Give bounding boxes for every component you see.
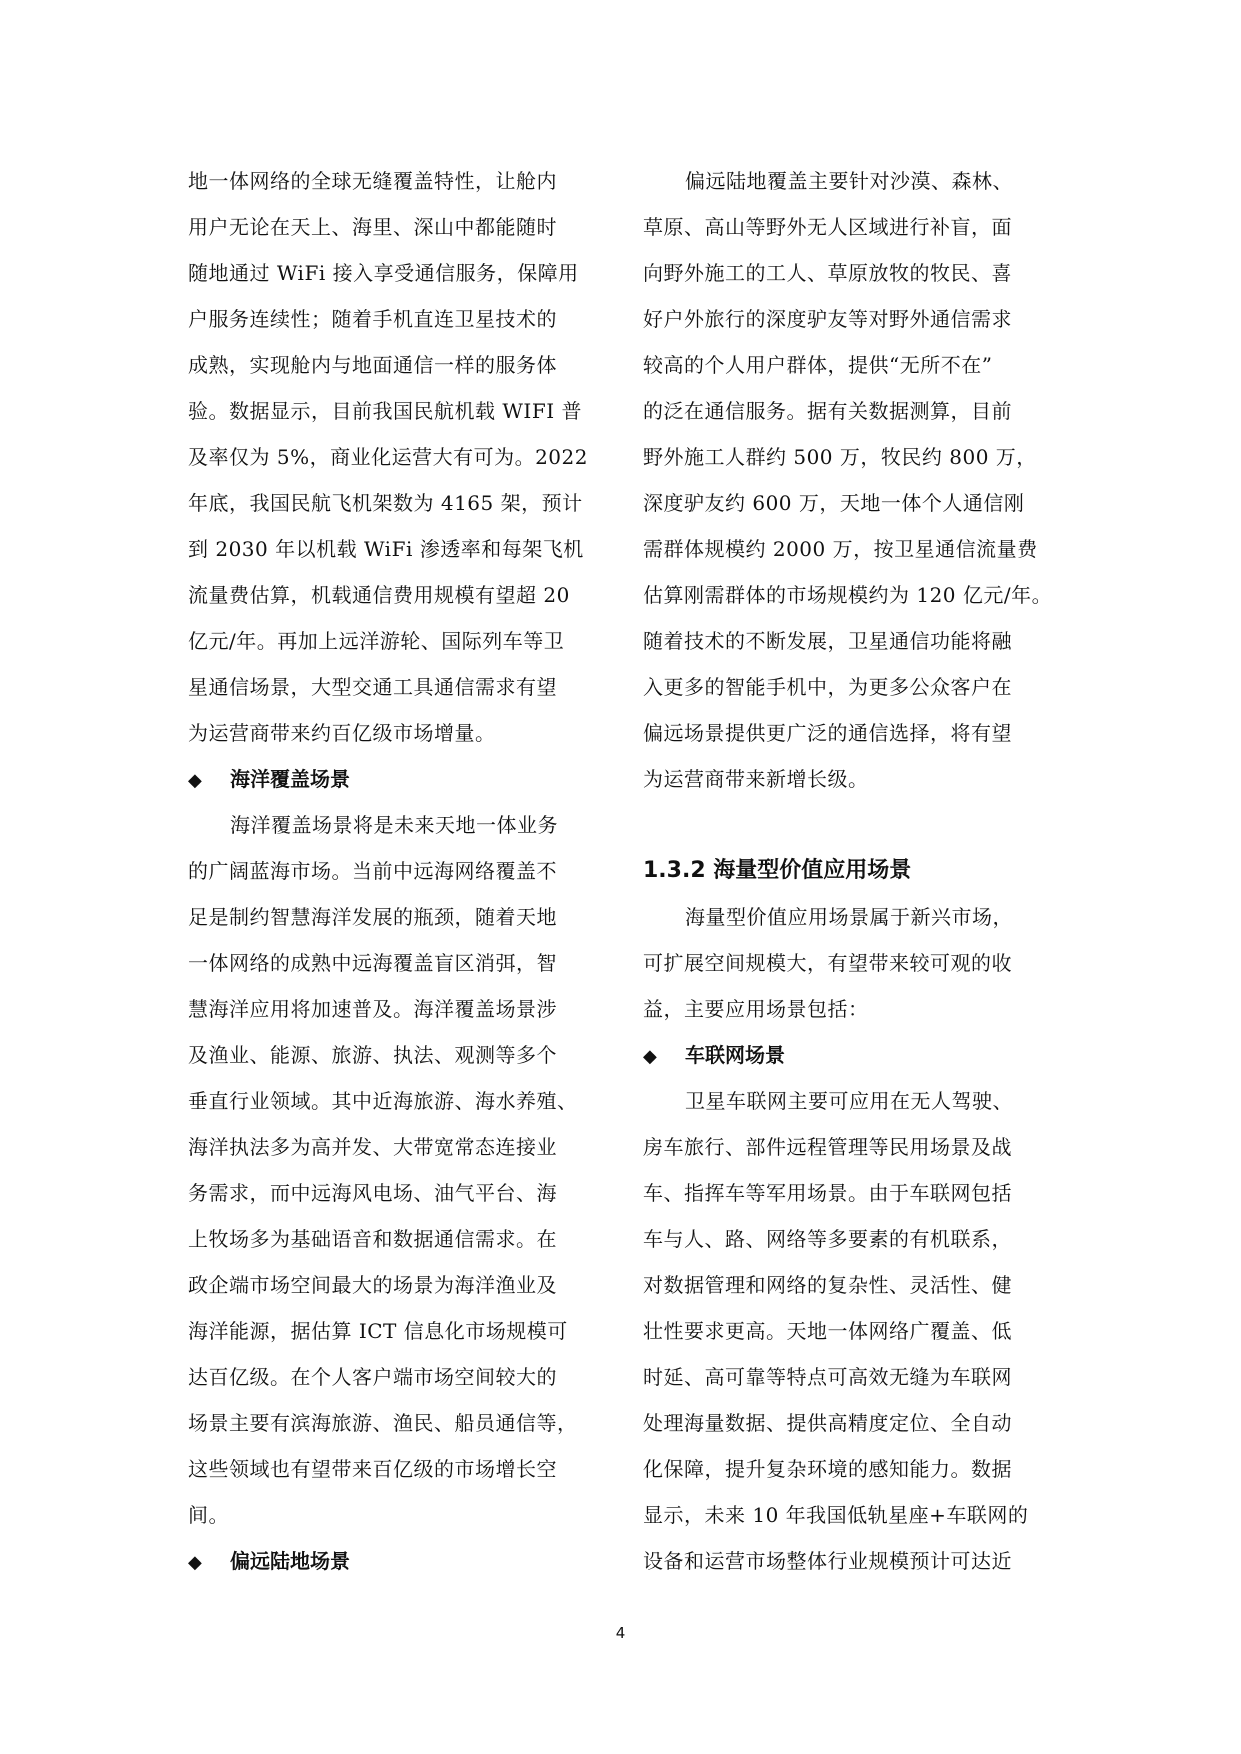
text-line: 处理海量数据、提供高精度定位、全自动 (643, 1411, 1012, 1435)
page-number: 4 (615, 1624, 626, 1642)
text-line: 益，主要应用场景包括： (643, 997, 869, 1021)
text-line: 化保障，提升复杂环境的感知能力。数据 (643, 1457, 1012, 1481)
text-line: 偏远陆地覆盖主要针对沙漠、森林、 (685, 169, 1013, 193)
text-line: 显示，未来 10 年我国低轨星座+车联网的 (643, 1503, 1029, 1527)
text-line: 海洋覆盖场景将是未来天地一体业务 (230, 813, 558, 837)
text-line: 偏远场景提供更广泛的通信选择，将有望 (643, 721, 1012, 745)
paragraph-ocean-coverage (188, 802, 600, 1538)
text-line: 的广阔蓝海市场。当前中远海网络覆盖不 (188, 859, 557, 883)
text-line: 到 2030 年以机载 WiFi 渗透率和每架飞机 (188, 537, 584, 561)
bullet-remote-land (188, 1538, 600, 1584)
paragraph-massive-value (643, 894, 1055, 1032)
text-line: 政企端市场空间最大的场景为海洋渔业及 (188, 1273, 557, 1297)
text-line: 卫星车联网主要可应用在无人驾驶、 (685, 1089, 1013, 1113)
text-line: 垂直行业领域。其中近海旅游、海水养殖、 (188, 1089, 578, 1113)
text-line: 这些领域也有望带来百亿级的市场增长空 (188, 1457, 557, 1481)
paragraph-remote-land (643, 158, 1055, 802)
text-line: 达百亿级。在个人客户端市场空间较大的 (188, 1365, 557, 1389)
text-line: 随着技术的不断发展，卫星通信功能将融 (643, 629, 1012, 653)
text-line: 上牧场多为基础语音和数据通信需求。在 (188, 1227, 557, 1251)
text-line: 壮性要求更高。天地一体网络广覆盖、低 (643, 1319, 1012, 1343)
bullet-label: 海洋覆盖场景 (230, 767, 350, 791)
text-line: 亿元/年。再加上远洋游轮、国际列车等卫 (188, 629, 565, 653)
text-line: 为运营商带来新增长级。 (643, 767, 869, 791)
text-line: 海量型价值应用场景属于新兴市场， (685, 905, 1013, 929)
text-line: 好户外旅行的深度驴友等对野外通信需求 (643, 307, 1012, 331)
text-line: 海洋执法多为高并发、大带宽常态连接业 (188, 1135, 557, 1159)
section-heading: 1.3.2 海量型价值应用场景 (643, 858, 912, 883)
text-line: 地一体网络的全球无缝覆盖特性，让舱内 (188, 169, 557, 193)
text-line: 草原、高山等野外无人区域进行补盲，面 (643, 215, 1012, 239)
text-line: 时延、高可靠等特点可高效无缝为车联网 (643, 1365, 1012, 1389)
text-line: 的泛在通信服务。据有关数据测算，目前 (643, 399, 1012, 423)
bullet-internet-of-vehicles (643, 1032, 1055, 1078)
text-line: 户服务连续性；随着手机直连卫星技术的 (188, 307, 557, 331)
text-line: 可扩展空间规模大，有望带来较可观的收 (643, 951, 1012, 975)
text-line: 及渔业、能源、旅游、执法、观测等多个 (188, 1043, 557, 1067)
text-line: 星通信场景，大型交通工具通信需求有望 (188, 675, 557, 699)
text-line: 随地通过 WiFi 接入享受通信服务，保障用 (188, 261, 579, 285)
paragraph-internet-of-vehicles (643, 1078, 1055, 1584)
text-line: 估算刚需群体的市场规模约为 120 亿元/年。 (643, 583, 1053, 607)
text-line: 场景主要有滨海旅游、渔民、船员通信等， (188, 1411, 578, 1435)
right-column (643, 158, 1055, 1584)
text-line: 需群体规模约 2000 万，按卫星通信流量费 (643, 537, 1038, 561)
text-line: 足是制约智慧海洋发展的瓶颈，随着天地 (188, 905, 557, 929)
diamond-bullet-icon: ◆ (643, 1046, 657, 1067)
paragraph-in-flight-communication (188, 158, 600, 756)
text-line: 间。 (188, 1503, 229, 1527)
text-line: 车、指挥车等军用场景。由于车联网包括 (643, 1181, 1012, 1205)
text-line: 为运营商带来约百亿级市场增量。 (188, 721, 496, 745)
text-line: 务需求，而中远海风电场、油气平台、海 (188, 1181, 557, 1205)
text-line: 深度驴友约 600 万，天地一体个人通信刚 (643, 491, 1025, 515)
text-line: 一体网络的成熟中远海覆盖盲区消弭，智 (188, 951, 557, 975)
text-line: 用户无论在天上、海里、深山中都能随时 (188, 215, 557, 239)
text-line: 设备和运营市场整体行业规模预计可达近 (643, 1549, 1012, 1573)
text-line: 验。数据显示，目前我国民航机载 WIFI 普 (188, 399, 582, 423)
text-line: 房车旅行、部件远程管理等民用场景及战 (643, 1135, 1012, 1159)
text-line: 对数据管理和网络的复杂性、灵活性、健 (643, 1273, 1012, 1297)
text-line: 成熟，实现舱内与地面通信一样的服务体 (188, 353, 557, 377)
text-line: 车与人、路、网络等多要素的有机联系， (643, 1227, 1012, 1251)
left-column (188, 158, 600, 1584)
bullet-label: 偏远陆地场景 (230, 1549, 350, 1573)
text-line: 海洋能源，据估算 ICT 信息化市场规模可 (188, 1319, 568, 1343)
text-line: 年底，我国民航飞机架数为 4165 架，预计 (188, 491, 583, 515)
text-line: 野外施工人群约 500 万，牧民约 800 万， (643, 445, 1037, 469)
bullet-label: 车联网场景 (685, 1043, 785, 1067)
text-line: 慧海洋应用将加速普及。海洋覆盖场景涉 (188, 997, 557, 1021)
text-line: 较高的个人用户群体，提供“无所不在” (643, 353, 993, 377)
bullet-ocean-coverage (188, 756, 600, 802)
text-line: 入更多的智能手机中，为更多公众客户在 (643, 675, 1012, 699)
text-line: 及率仅为 5%，商业化运营大有可为。2022 (188, 445, 588, 469)
diamond-bullet-icon: ◆ (188, 770, 202, 791)
diamond-bullet-icon: ◆ (188, 1552, 202, 1573)
text-line: 流量费估算，机载通信费用规模有望超 20 (188, 583, 570, 607)
text-line: 向野外施工的工人、草原放牧的牧民、喜 (643, 261, 1012, 285)
